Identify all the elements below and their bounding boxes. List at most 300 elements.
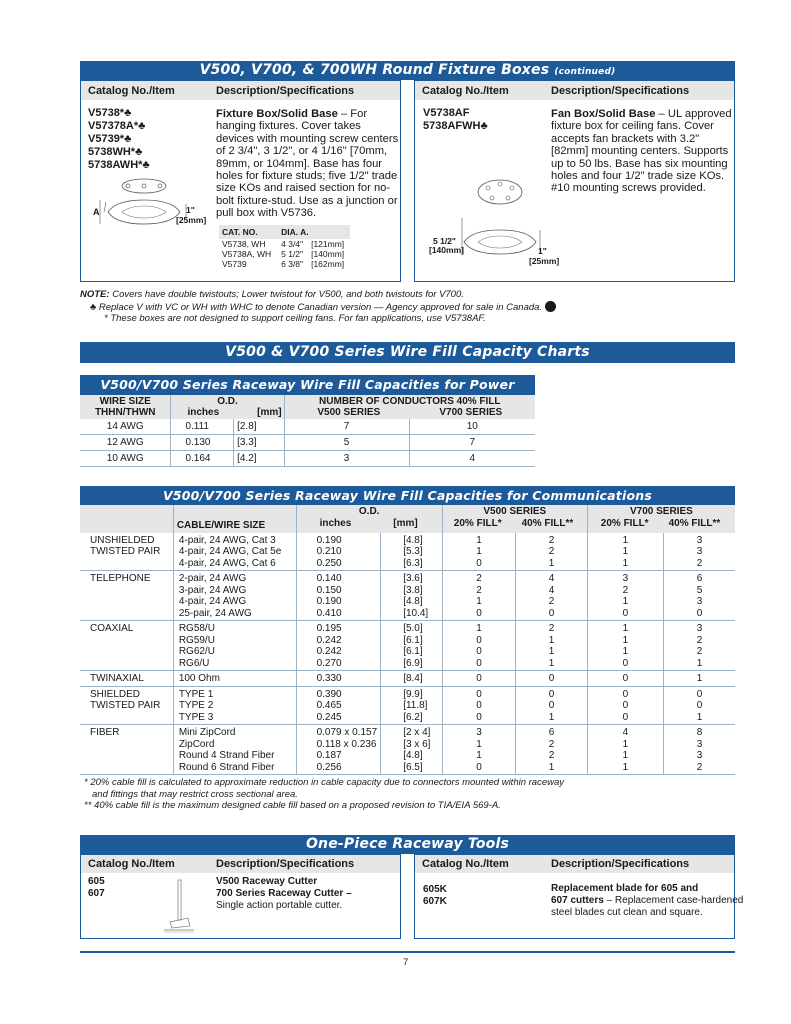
table-cell (442, 671, 515, 687)
cell-line: [3 x 6] (403, 738, 431, 750)
cell-line: 0 (548, 673, 555, 684)
cell-line: 2 (548, 738, 555, 750)
cell-line: 1 (622, 634, 629, 646)
catalog-item: 605 (88, 876, 105, 887)
cell-line: 1 (548, 657, 555, 669)
cell-line: 0.242 (316, 634, 342, 646)
cell-line: TYPE 3 (178, 711, 214, 723)
table-cell (173, 686, 296, 725)
catalog-item: V5738*♣ (88, 107, 132, 119)
cell-line: 3 (476, 727, 482, 738)
table-header-row (80, 505, 735, 533)
maple-leaf-icon: ♣ (138, 120, 146, 132)
table-cell: [3.3] (234, 435, 285, 451)
cell-line: 0 (622, 607, 629, 619)
cell-line: TWISTED PAIR (90, 700, 161, 711)
maple-leaf-icon: ♣ (124, 107, 132, 119)
table-cell (664, 533, 735, 571)
cell-line: COAXIAL (90, 623, 134, 634)
cell-line: 0 (476, 646, 482, 657)
table-row (80, 435, 535, 451)
cell-line: [4.8] (403, 596, 423, 607)
table-cell (173, 571, 296, 621)
description-column-header: Description/Specifications (551, 85, 690, 97)
raceway-cutter-drawing (160, 878, 196, 934)
cell-line: 3 (696, 623, 703, 634)
description-title: Fixture Box/Solid Base (216, 108, 338, 120)
table-cell (442, 686, 515, 725)
cell-line: 0.245 (316, 711, 342, 723)
cell-line: 0.150 (316, 584, 342, 596)
table-cell (80, 533, 173, 571)
table-cell (442, 571, 515, 621)
table-cell (664, 686, 735, 725)
catalog-column-header: Catalog No./Item (88, 858, 175, 870)
note-line (80, 289, 740, 301)
cell-line: Round 6 Strand Fiber (178, 761, 275, 773)
diameter-table (219, 225, 350, 269)
dia-header: DIA. A. (278, 225, 350, 239)
cell-line: 1 (622, 750, 629, 761)
cell-line: 0 (622, 700, 629, 711)
cell-line: 1 (476, 750, 482, 761)
note-line (80, 301, 740, 314)
footnote: and fittings that may restrict cross sectional area. (92, 788, 298, 800)
v500-header: V500 SERIES 20% FILL* 40% FILL** (442, 505, 587, 533)
cell-line: 1 (476, 546, 482, 557)
wire-fill-title: V500 & V700 Series Wire Fill Capacity Charts (225, 344, 590, 360)
fixture-left-catalog-list (88, 107, 150, 172)
cell-line: 2 (548, 750, 555, 761)
table-cell: [162mm] (311, 259, 345, 269)
cell-line: [6.5] (403, 761, 423, 773)
cell-line: RG62/U (178, 646, 215, 657)
table-cell (664, 621, 735, 671)
power-fill-table (80, 395, 535, 467)
cell-line: 8 (696, 727, 703, 738)
table-cell: 10 (409, 419, 535, 435)
cell-line: 0 (548, 700, 555, 711)
cell-line: [6.1] (403, 634, 423, 646)
description-body: – For hanging fixtures. Cover takes devices with mounting screw centers of 2 3/4", 3 1/2", or 4 1/16" [70mm, 89mm, or 104mm]. Base has four holes for fixture studs; five 1/2" trade size KOs and raised section for no-bolt fixture-stud. Use as a junction or pull box with V5736. (216, 108, 399, 220)
table-cell (664, 725, 735, 775)
cell-line: 2 (696, 634, 703, 646)
description-line: Replacement blade for 605 and (551, 883, 699, 894)
cell-line: [6.9] (403, 657, 423, 669)
cell-line: 0 (476, 761, 482, 773)
table-cell (80, 621, 173, 671)
cell-line: 2 (548, 546, 555, 557)
description-line: steel blades cut clean and square. (551, 906, 703, 918)
table-row (80, 686, 735, 725)
comm-table-banner (80, 486, 735, 505)
cell-line: 0.210 (316, 546, 342, 557)
cell-line: 6 (696, 573, 703, 584)
cell-line: 25-pair, 24 AWG (178, 607, 252, 619)
cell-line: 0 (696, 700, 703, 711)
tools-left-catalog-list (88, 876, 105, 900)
cell-line: 2 (696, 761, 703, 773)
cell-line: [11.8] (403, 700, 428, 711)
table-cell: 0.111 (171, 419, 234, 435)
cell-line: [9.9] (403, 688, 423, 700)
cell-line: 1 (696, 657, 703, 669)
cell-line: 1 (622, 761, 629, 773)
cell-line: [6.2] (403, 711, 423, 723)
table-cell: 7 (409, 435, 535, 451)
cell-line: 2 (476, 584, 482, 596)
catalog-item: 605K (423, 884, 447, 895)
cell-line: 4 (622, 727, 629, 738)
cell-line: 0.256 (316, 761, 342, 773)
cell-line: 3 (696, 750, 703, 761)
tools-title: One-Piece Raceway Tools (305, 836, 510, 852)
catalog-item: 607K (423, 896, 447, 907)
cell-line: 1 (548, 761, 555, 773)
table-cell: 5 (284, 435, 409, 451)
table-cell (516, 571, 588, 621)
cell-line: 3 (696, 546, 703, 557)
csa-mark-icon (545, 301, 556, 312)
cell-line: FIBER (90, 727, 120, 738)
cat-no-header: CAT. NO. (219, 225, 278, 239)
table-cell (516, 621, 588, 671)
cell-line: 0 (476, 634, 482, 646)
table-cell (587, 571, 663, 621)
cell-line: 0.390 (316, 688, 342, 700)
cell-line: [4.8] (403, 534, 423, 546)
tools-right-catalog-list (423, 884, 447, 908)
comm-footnotes (84, 777, 724, 812)
cell-line: 0.140 (316, 573, 342, 584)
diagram-label-a: A (93, 207, 100, 217)
cell-line: 2 (622, 584, 629, 596)
diameter-table-header (219, 225, 350, 239)
table-row (80, 533, 735, 571)
cell-line: TELEPHONE (90, 573, 151, 584)
cell-line: UNSHIELDED (90, 534, 155, 546)
note-line: * These boxes are not designed to support ceiling fans. For fan applications, use V5738AF. (104, 313, 486, 324)
cell-line: SHIELDED (90, 688, 141, 700)
cell-line: 0.465 (316, 700, 342, 711)
fixture-box-description (216, 108, 400, 220)
cell-line: 1 (476, 623, 482, 634)
maple-leaf-icon: ♣ (135, 146, 143, 158)
footer-rule (80, 951, 735, 953)
cell-line: 1 (696, 711, 703, 723)
description-line: V500 Raceway Cutter (216, 876, 318, 887)
table-cell: 14 AWG (80, 419, 171, 435)
blade-description (551, 883, 743, 918)
table-cell (173, 725, 296, 775)
table-cell (381, 533, 443, 571)
description-title: Fan Box/Solid Base (551, 108, 656, 120)
cell-line: 6 (548, 727, 555, 738)
table-cell (587, 725, 663, 775)
cell-line: 0.250 (316, 557, 342, 569)
catalog-item: 5738AWH*♣ (88, 159, 150, 171)
footnote: ** 40% cable fill is the maximum designed cable fill based on a proposed revision to TIA/EIA 569-A. (84, 800, 501, 811)
catalog-column-header: Catalog No./Item (422, 858, 509, 870)
table-cell (296, 571, 381, 621)
table-row (80, 621, 735, 671)
table-cell (296, 621, 381, 671)
cell-line: 1 (476, 534, 482, 546)
cell-line: RG58/U (178, 623, 215, 634)
cell-line: 0 (548, 688, 555, 700)
catalog-item: V5738AF (423, 107, 470, 119)
table-cell (381, 686, 443, 725)
cell-line: 3 (622, 573, 629, 584)
cell-line: 2 (548, 596, 555, 607)
cell-line: RG6/U (178, 657, 210, 669)
table-cell (587, 686, 663, 725)
table-row (80, 451, 535, 467)
cell-line: 0.187 (316, 750, 342, 761)
cell-line: 0 (476, 711, 482, 723)
cell-line: 2 (476, 573, 482, 584)
table-cell (381, 571, 443, 621)
table-cell (381, 621, 443, 671)
table-row (219, 259, 350, 269)
table-cell: 5 1/2" (281, 249, 304, 259)
note-label: NOTE: (80, 289, 110, 300)
description-line: 700 Series Raceway Cutter – (216, 887, 352, 899)
description-line: Single action portable cutter. (216, 899, 343, 911)
cell-line: 1 (548, 557, 555, 569)
fixture-section-title: V500, V700, & 700WH Round Fixture Boxes (199, 62, 550, 78)
table-row (219, 239, 350, 249)
table-cell (664, 571, 735, 621)
table-row (219, 249, 350, 259)
cell-line: 2-pair, 24 AWG (178, 573, 247, 584)
cell-line: 0.270 (316, 657, 342, 669)
cell-line: 0 (622, 673, 629, 684)
cell-line: 0 (696, 688, 703, 700)
page-number: 7 (403, 957, 409, 968)
tools-right-header (415, 855, 734, 873)
cell-line: 0 (622, 688, 629, 700)
cell-line: 1 (622, 596, 629, 607)
table-row (80, 419, 535, 435)
table-cell (80, 725, 173, 775)
fan-diagram-depth-mm: [25mm] (529, 256, 560, 266)
od-header: O.D. inches [mm] (171, 395, 284, 419)
cell-line: 0.118 x 0.236 (316, 738, 377, 750)
table-cell (173, 533, 296, 571)
cell-line: 0.195 (316, 623, 342, 634)
cell-line: 0 (476, 700, 482, 711)
fan-diagram-dimension-mm: [140mm] (429, 245, 464, 255)
cell-line: 4-pair, 24 AWG, Cat 5e (178, 546, 282, 557)
cell-line: 0.190 (316, 596, 342, 607)
table-cell: 7 (284, 419, 409, 435)
power-table-title: V500/V700 Series Raceway Wire Fill Capacities for Power (100, 377, 515, 392)
cell-line: 1 (622, 646, 629, 657)
table-header-row (80, 395, 535, 419)
cell-line: 2 (696, 557, 703, 569)
cell-line: 0 (696, 607, 703, 619)
cell-line: 1 (476, 738, 482, 750)
cell-line: TWISTED PAIR (90, 546, 161, 557)
table-cell (296, 686, 381, 725)
cell-line: 2 (696, 646, 703, 657)
cell-line: TYPE 1 (178, 688, 214, 700)
cell-line: 0 (476, 557, 482, 569)
table-cell (173, 671, 296, 687)
cell-line: 0.242 (316, 646, 342, 657)
table-cell: [4.2] (234, 451, 285, 467)
fixture-section-banner (80, 61, 735, 80)
cell-line: 1 (548, 634, 555, 646)
fixture-section-continued: (continued) (554, 67, 616, 77)
table-cell (587, 533, 663, 571)
cell-line: Mini ZipCord (178, 727, 236, 738)
table-cell: V5738A, WH (222, 249, 272, 259)
cell-line: [3.6] (403, 573, 423, 584)
cell-line: [6.1] (403, 646, 423, 657)
fan-box-description (551, 108, 734, 195)
catalog-item: V5739*♣ (88, 133, 132, 145)
table-cell: V5738, WH (222, 239, 266, 249)
cell-line: 1 (622, 623, 629, 634)
catalog-item: 607 (88, 888, 105, 899)
table-cell (381, 725, 443, 775)
cell-line: 0 (622, 711, 629, 723)
maple-leaf-icon: ♣ (480, 120, 488, 132)
cell-line: 0 (476, 673, 482, 684)
catalog-column-header: Catalog No./Item (88, 85, 175, 97)
diagram-dimension: 1" (186, 205, 195, 215)
cell-line: 3-pair, 24 AWG (178, 584, 247, 596)
table-cell (516, 686, 588, 725)
table-cell (381, 671, 443, 687)
description-column-header: Description/Specifications (551, 858, 690, 870)
table-cell (442, 621, 515, 671)
wire-fill-banner (80, 342, 735, 363)
comm-table-title: V500/V700 Series Raceway Wire Fill Capacities for Communications (163, 488, 652, 503)
table-cell: 4 3/4" (281, 239, 304, 249)
cell-line: 3 (696, 534, 703, 546)
cell-line: [4.8] (403, 750, 423, 761)
cell-line: 1 (476, 596, 482, 607)
catalog-column-header: Catalog No./Item (422, 85, 509, 97)
maple-leaf-icon: ♣ (142, 159, 150, 171)
table-cell: 4 (409, 451, 535, 467)
table-cell: 12 AWG (80, 435, 171, 451)
cell-line: Round 4 Strand Fiber (178, 750, 275, 761)
cell-line: [2 x 4] (403, 727, 431, 738)
cell-line: 0.330 (316, 673, 342, 684)
table-cell (80, 671, 173, 687)
cell-line: 4 (548, 573, 555, 584)
cell-line: RG59/U (178, 634, 215, 646)
table-cell (587, 671, 663, 687)
table-cell: V5739 (222, 259, 247, 269)
table-cell (516, 533, 588, 571)
maple-leaf-icon: ♣ (124, 133, 132, 145)
diagram-dimension-mm: [25mm] (176, 215, 207, 225)
cell-line: 4 (548, 584, 555, 596)
cell-line: 4-pair, 24 AWG (178, 596, 247, 607)
table-cell (80, 571, 173, 621)
tools-banner (80, 835, 735, 854)
table-cell: [2.8] (234, 419, 285, 435)
cell-line: 1 (622, 534, 629, 546)
table-cell: 10 AWG (80, 451, 171, 467)
table-cell (296, 725, 381, 775)
cell-line: 4-pair, 24 AWG, Cat 3 (178, 534, 276, 546)
comm-fill-table (80, 505, 735, 775)
cell-line: 5 (696, 584, 703, 596)
table-cell (173, 621, 296, 671)
cell-line: ZipCord (178, 738, 215, 750)
table-cell (442, 533, 515, 571)
cell-line: 0.190 (316, 534, 342, 546)
table-cell: 3 (284, 451, 409, 467)
fixture-left-header (81, 81, 400, 100)
cell-line: 1 (622, 557, 629, 569)
v700-header: V700 SERIES 20% FILL* 40% FILL** (587, 505, 735, 533)
table-row (80, 571, 735, 621)
cell-line: [10.4] (403, 607, 429, 619)
cell-line: 100 Ohm (178, 673, 220, 684)
description-body: – UL approved fixture box for ceiling fans. Cover accepts fan brackets with 3.2" [82mm] mounting centers. Supports up to 50 lbs. Base has six mounting holes and four 1/2" trade size KOs. #10 mounting screws provided. (551, 108, 732, 195)
table-cell (587, 621, 663, 671)
table-row (80, 671, 735, 687)
note-text: Replace V with VC or WH with WHC to denote Canadian version — Agency approved for sale in Canada. (98, 301, 543, 313)
table-cell: [121mm] (311, 239, 345, 249)
cell-line: [3.8] (403, 584, 423, 596)
footnote: * 20% cable fill is calculated to approximate reduction in cable capacity due to connectors mounted within raceway (84, 777, 565, 788)
table-cell: 6 3/8" (281, 259, 304, 269)
cell-line: 3 (696, 738, 703, 750)
cell-line: 0 (476, 657, 482, 669)
cell-line: 0.079 x 0.157 (316, 727, 378, 738)
cutter-description (216, 876, 352, 911)
fan-diagram-depth: 1" (538, 246, 547, 256)
cell-line: 2 (548, 623, 555, 634)
cell-line: 1 (548, 646, 555, 657)
table-row (80, 725, 735, 775)
catalog-item: 5738AFWH♣ (423, 120, 488, 132)
cell-line: TYPE 2 (178, 700, 214, 711)
catalog-item: 5738WH*♣ (88, 146, 143, 158)
cell-line: 0 (476, 607, 482, 619)
cable-size-header: CABLE/WIRE SIZE (173, 505, 296, 533)
table-cell (296, 671, 381, 687)
fixture-notes (80, 289, 740, 325)
cell-line: 1 (696, 673, 703, 684)
catalog-item: V57378A*♣ (88, 120, 146, 132)
table-cell (296, 533, 381, 571)
cell-line: 1 (622, 546, 629, 557)
table-cell: 0.130 (171, 435, 234, 451)
cell-line: 0 (622, 657, 629, 669)
od-header: O.D. inches [mm] (296, 505, 442, 533)
tools-left-header (81, 855, 400, 873)
description-line: 607 cutters – Replacement case-hardened (551, 894, 744, 906)
cell-line: [5.3] (403, 546, 423, 557)
wire-size-header: WIRE SIZE THHN/THWN (80, 395, 171, 419)
cell-line: [5.0] (403, 623, 423, 634)
table-cell (664, 671, 735, 687)
conductors-header: NUMBER OF CONDUCTORS 40% FILL V500 SERIES V700 SERIES (284, 395, 535, 419)
cell-line: [6.3] (403, 557, 423, 569)
cell-line: 3 (696, 596, 703, 607)
cell-line: 0 (476, 688, 482, 700)
cell-line: 4-pair, 24 AWG, Cat 6 (178, 557, 276, 569)
